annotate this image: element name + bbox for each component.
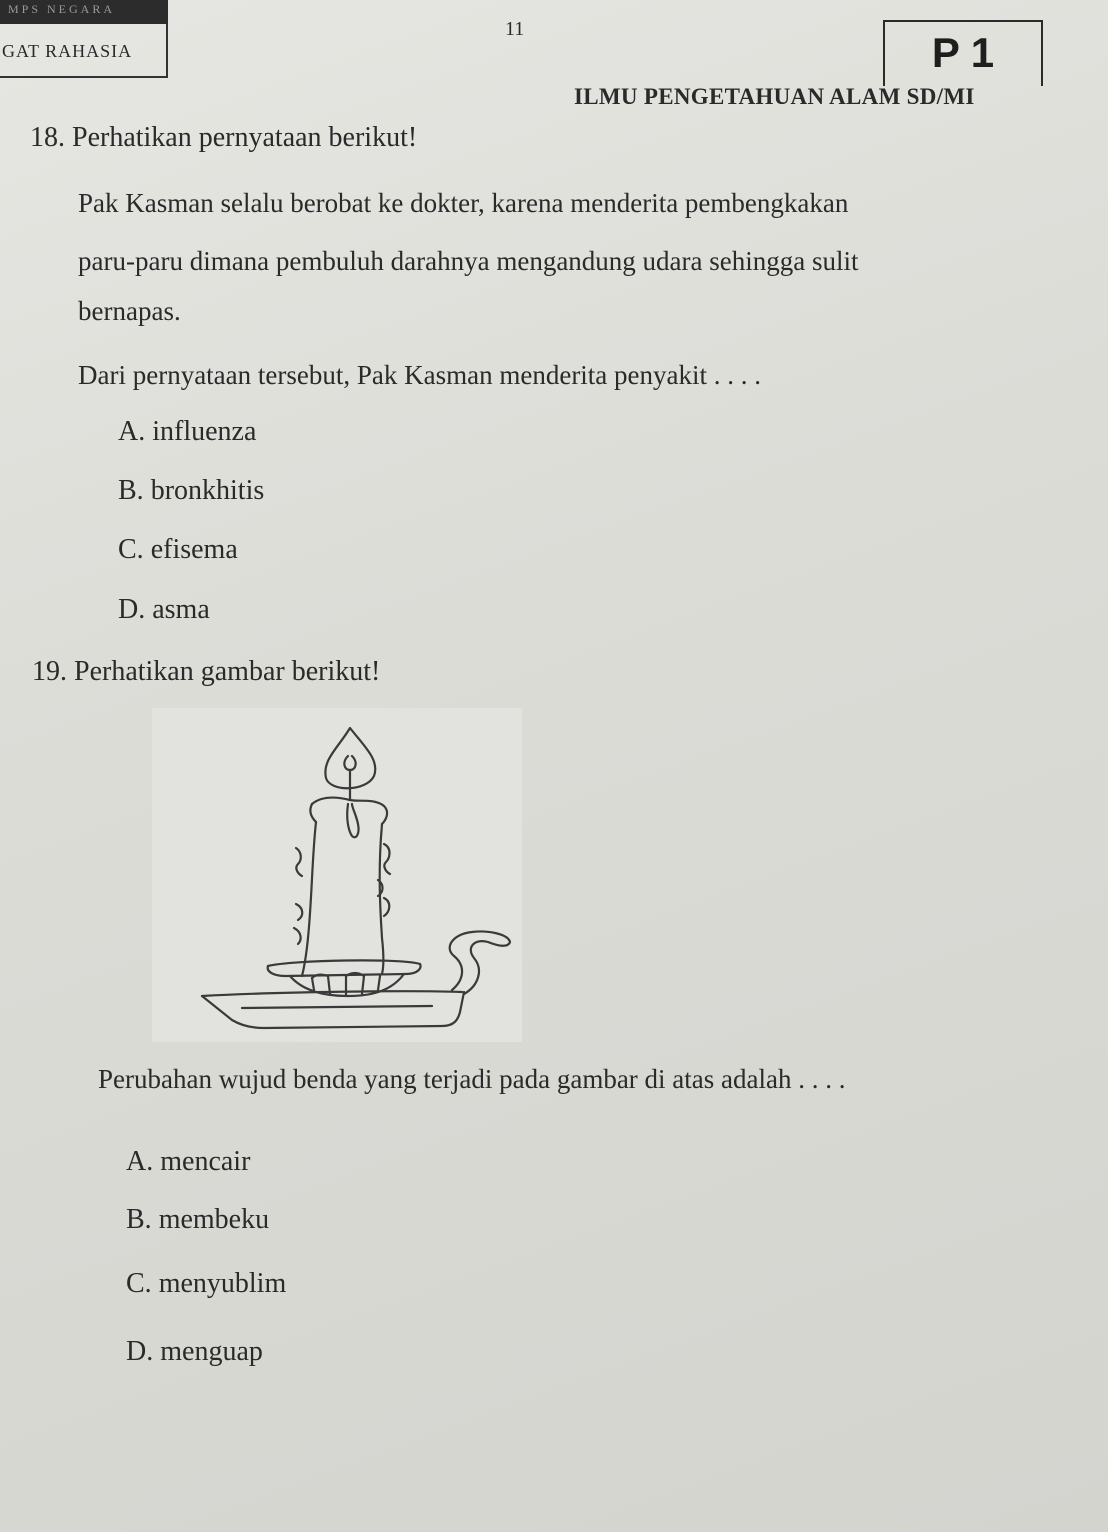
option-letter: A.: [118, 416, 146, 447]
statement-line: bernapas.: [78, 296, 181, 326]
option-letter: B.: [118, 475, 144, 506]
option-text: bronkhitis: [150, 475, 265, 506]
question-text: Perubahan wujud benda yang terjadi pada gambar di atas adalah . . . .: [98, 1064, 846, 1094]
option-letter: B.: [126, 1204, 152, 1235]
candle-figure: [152, 708, 522, 1042]
option-text: efisema: [150, 534, 238, 565]
question-18-heading: [30, 122, 417, 154]
option-a[interactable]: [118, 416, 256, 448]
question-prompt: Perhatikan pernyataan berikut!: [72, 122, 418, 153]
page-number: 11: [505, 18, 525, 40]
option-letter: C.: [118, 534, 144, 565]
option-text: menyublim: [158, 1268, 287, 1299]
option-letter: D.: [126, 1336, 154, 1367]
option-letter: C.: [126, 1268, 152, 1299]
confidential-label: GAT RAHASIA: [0, 24, 168, 78]
statement-line: paru-paru dimana pembuluh darahnya mengandung udara sehingga sulit: [78, 246, 859, 276]
question-prompt: Perhatikan gambar berikut!: [74, 656, 381, 687]
question-text: Dari pernyataan tersebut, Pak Kasman menderita penyakit . . . .: [78, 360, 762, 390]
option-b[interactable]: [126, 1204, 269, 1236]
top-strip: MPS NEGARA: [0, 0, 168, 24]
option-d[interactable]: [126, 1336, 263, 1368]
option-a[interactable]: [126, 1146, 250, 1178]
question-number: 19.: [32, 656, 67, 687]
option-letter: D.: [118, 594, 146, 625]
paper-code-box: P 1: [883, 20, 1043, 86]
statement-line: Pak Kasman selalu berobat ke dokter, karena menderita pembengkakan: [78, 188, 849, 218]
option-letter: A.: [126, 1146, 154, 1177]
option-text: influenza: [152, 416, 257, 447]
option-c[interactable]: [118, 534, 238, 566]
option-c[interactable]: [126, 1268, 286, 1300]
option-text: membeku: [158, 1204, 270, 1235]
option-d[interactable]: [118, 594, 210, 626]
question-19-heading: [32, 656, 380, 688]
candle-drawing: [152, 708, 522, 1042]
option-text: menguap: [160, 1336, 263, 1367]
subject-title: ILMU PENGETAHUAN ALAM SD/MI: [574, 84, 975, 109]
option-text: mencair: [160, 1146, 251, 1177]
option-b[interactable]: [118, 475, 264, 507]
question-number: 18.: [30, 122, 65, 153]
option-text: asma: [152, 594, 210, 625]
